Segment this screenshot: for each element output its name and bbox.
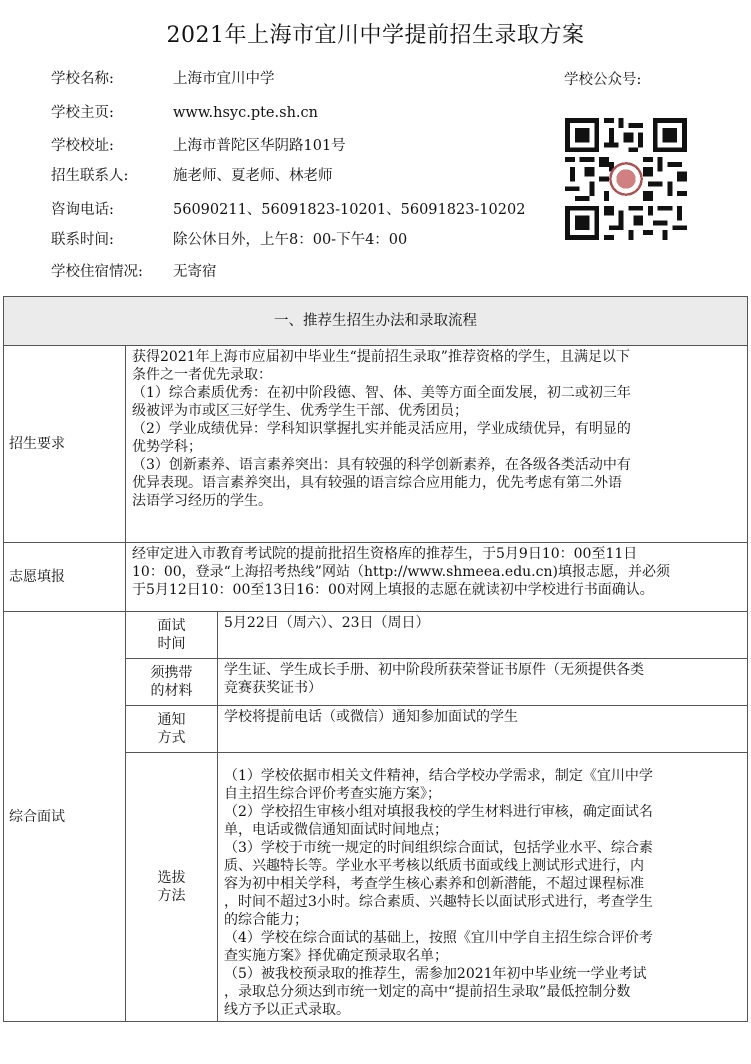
interview-label: 综合面试 xyxy=(4,612,126,1022)
info-label: 招生联系人: xyxy=(51,168,129,184)
notification-label xyxy=(126,706,218,753)
info-label: 学校住宿情况: xyxy=(51,264,143,280)
text-line: 获得2021年上海市应届初中毕业生“提前招生录取”推荐资格的学生，且满足以下 xyxy=(132,349,630,365)
text-line: 查实施方案》择优确定预录取名单； xyxy=(224,948,448,964)
sub-label-line: 选拔 xyxy=(157,870,186,886)
text-line: 10：00，登录“上海招考热线”网站（http://www.shmeea.edu.cn)填报志愿，并必须 xyxy=(132,564,670,580)
info-label: 学校主页: xyxy=(51,105,114,121)
materials-content xyxy=(218,659,748,706)
info-value: 上海市普陀区华阴路101号 xyxy=(173,138,346,154)
text-line: ，录取总分须达到市统一划定的高中“提前招生录取”最低控制分数 xyxy=(224,984,631,1000)
info-label: 咨询电话: xyxy=(51,202,114,218)
qr-label: 学校公众号: xyxy=(564,72,642,88)
text-line: 质、兴趣特长等。学业水平考核以纸质书面或线上测试形式进行，内 xyxy=(224,858,644,874)
text-line: 法语学习经历的学生。 xyxy=(132,493,272,509)
sub-label-line: 方法 xyxy=(157,888,186,904)
sub-label-line: 须携带 xyxy=(150,665,193,681)
sub-label-line: 方式 xyxy=(157,730,186,746)
info-value: 无寄宿 xyxy=(173,264,217,280)
sub-label-line: 通知 xyxy=(157,712,186,728)
text-line: 优异表现。语言素养突出，具有较强的语言综合应用能力，优先考虑有第二外语 xyxy=(132,475,622,491)
info-value: 除公休日外，上午8：00-下午4：00 xyxy=(173,232,408,248)
text-line: （2）学业成绩优异：学科知识掌握扎实并能灵活应用，学业成绩优异，有明显的 xyxy=(132,421,631,437)
interview-time-content xyxy=(218,612,748,659)
text-line: （2）学校招生审核小组对填报我校的学生材料进行审核，确定面试名 xyxy=(224,804,653,820)
interview-time-label xyxy=(126,612,218,659)
notification-content xyxy=(218,706,748,753)
info-row-school-name xyxy=(51,69,275,89)
sub-label-line: 的材料 xyxy=(150,683,193,699)
application-content xyxy=(126,543,748,612)
text-line: 5月22日（周六）、23日（周日） xyxy=(224,615,430,631)
info-row-contact xyxy=(51,166,333,186)
sub-label-line: 面试 xyxy=(157,618,186,634)
text-line: （3）创新素养、语言素养突出：具有较强的科学创新素养，在各级各类活动中有 xyxy=(132,457,631,473)
text-line: 于5月12日10：00至13日16：00对网上填报的志愿在就读初中学校进行书面确认。 xyxy=(132,582,654,598)
requirements-content xyxy=(126,346,748,543)
info-value: 上海市宜川中学 xyxy=(173,71,275,87)
text-line: 学校将提前电话（或微信）通知参加面试的学生 xyxy=(224,709,518,725)
document-title: 2021年上海市宜川中学提前招生录取方案 xyxy=(166,23,585,48)
text-line: （3）学校于市统一规定的时间组织综合面试，包括学业水平、综合素 xyxy=(224,840,653,856)
text-line: 条件之一者优先录取： xyxy=(132,367,272,383)
info-row-phone xyxy=(51,200,525,220)
application-label: 志愿填报 xyxy=(4,543,126,612)
materials-label xyxy=(126,659,218,706)
info-row-homepage xyxy=(51,103,318,123)
info-value-link[interactable]: www.hsyc.pte.sh.cn xyxy=(173,105,318,121)
selection-method-content xyxy=(218,753,748,1022)
selection-method-label xyxy=(126,753,218,1022)
text-line: 经审定进入市教育考试院的提前批招生资格库的推荐生，于5月9日10：00至11日 xyxy=(132,546,638,562)
text-line: （4）学校在综合面试的基础上，按照《宜川中学自主招生综合评价考 xyxy=(224,930,653,946)
text-line: 优势学科； xyxy=(132,439,202,455)
text-line: （1）综合素质优秀：在初中阶段德、智、体、美等方面全面发展，初二或初三年 xyxy=(132,385,631,401)
text-line: （5）被我校预录取的推荐生，需参加2021年初中毕业统一学业考试 xyxy=(224,966,647,982)
text-line: 学生证、学生成长手册、初中阶段所获荣誉证书原件（无须提供各类 xyxy=(224,662,644,678)
info-label: 学校校址: xyxy=(51,138,114,154)
text-line: 线方予以正式录取。 xyxy=(224,1002,350,1018)
info-row-hours xyxy=(51,230,407,250)
text-line: 级被评为市或区三好学生、优秀学生干部、优秀团员； xyxy=(132,403,468,419)
text-line: 的综合能力； xyxy=(224,912,308,928)
sub-label-line: 时间 xyxy=(157,636,186,652)
text-line: 竞赛获奖证书） xyxy=(224,680,322,696)
requirements-label: 招生要求 xyxy=(4,346,126,543)
info-value: 施老师、夏老师、林老师 xyxy=(173,168,333,184)
text-line: 自主招生综合评价考查实施方案》； xyxy=(224,786,441,802)
text-line: ，时间不超过3小时。综合素质、兴趣特长以面试形式进行，考查学生 xyxy=(224,894,653,910)
info-value: 56090211、56091823-10201、56091823-10202 xyxy=(173,202,526,218)
info-row-address xyxy=(51,136,346,156)
admission-table xyxy=(3,296,748,1022)
text-line: 单，电话或微信通知面试时间地点； xyxy=(224,822,448,838)
info-row-boarding xyxy=(51,262,217,282)
info-label: 学校名称: xyxy=(51,71,114,87)
section-header: 一、推荐生招生办法和录取流程 xyxy=(4,297,748,346)
text-line: （1）学校依据市相关文件精神，结合学校办学需求，制定《宜川中学 xyxy=(224,768,653,784)
info-label: 联系时间: xyxy=(51,232,114,248)
text-line: 容为初中相关学科，考查学生核心素养和创新潜能，不超过课程标准 xyxy=(224,876,644,892)
qr-code-icon[interactable] xyxy=(565,118,687,240)
